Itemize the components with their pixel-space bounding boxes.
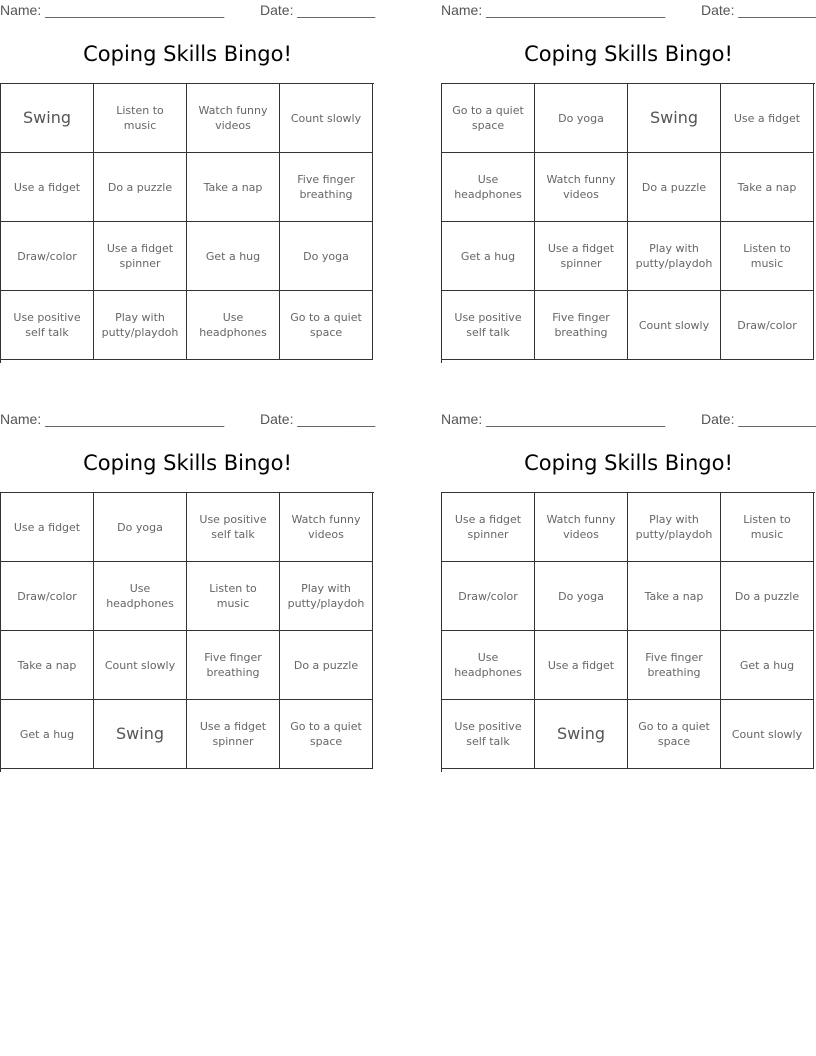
bingo-card-1 <box>0 0 375 372</box>
card-title: Coping Skills Bingo! <box>83 451 292 475</box>
name-field[interactable]: Name: _______________________ <box>441 2 666 18</box>
bingo-cell: Five finger breathing <box>280 153 373 222</box>
bingo-cell: Swing <box>535 700 628 769</box>
date-field[interactable]: Date: __________ <box>701 2 816 18</box>
bingo-cell: Count slowly <box>628 291 721 360</box>
name-field[interactable]: Name: _______________________ <box>0 2 225 18</box>
bingo-card-2 <box>441 0 816 372</box>
bingo-cell: Use headphones <box>187 291 280 360</box>
bingo-cell: Get a hug <box>187 222 280 291</box>
bingo-cell: Use headphones <box>442 153 535 222</box>
bingo-cell: Take a nap <box>187 153 280 222</box>
bingo-cell: Go to a quiet space <box>442 84 535 153</box>
bingo-cell: Watch funny videos <box>187 84 280 153</box>
bingo-cell: Draw/color <box>721 291 814 360</box>
bingo-cell: Use headphones <box>442 631 535 700</box>
bingo-grid <box>441 83 815 363</box>
bingo-cell: Use headphones <box>94 562 187 631</box>
bingo-cell: Take a nap <box>721 153 814 222</box>
bingo-cell: Use a fidget spinner <box>442 493 535 562</box>
bingo-cell: Use a fidget <box>535 631 628 700</box>
bingo-cell: Watch funny videos <box>280 493 373 562</box>
bingo-cell: Count slowly <box>721 700 814 769</box>
bingo-cell: Go to a quiet space <box>280 700 373 769</box>
bingo-cell: Play with putty/playdoh <box>94 291 187 360</box>
bingo-cell: Draw/color <box>1 562 94 631</box>
name-date-line <box>441 411 816 429</box>
bingo-cell: Draw/color <box>442 562 535 631</box>
bingo-grid <box>0 83 374 363</box>
bingo-cell: Get a hug <box>442 222 535 291</box>
bingo-cell: Swing <box>94 700 187 769</box>
bingo-cell: Count slowly <box>280 84 373 153</box>
bingo-cell: Use a fidget spinner <box>535 222 628 291</box>
bingo-cell: Use a fidget <box>1 493 94 562</box>
bingo-cell: Go to a quiet space <box>628 700 721 769</box>
bingo-cell: Take a nap <box>1 631 94 700</box>
bingo-cell: Do yoga <box>94 493 187 562</box>
bingo-cell: Play with putty/playdoh <box>628 222 721 291</box>
bingo-cell: Do yoga <box>535 562 628 631</box>
card-title: Coping Skills Bingo! <box>524 42 733 66</box>
bingo-card-4 <box>441 409 816 781</box>
bingo-cell: Draw/color <box>1 222 94 291</box>
card-title: Coping Skills Bingo! <box>524 451 733 475</box>
bingo-cell: Do a puzzle <box>721 562 814 631</box>
bingo-cell: Listen to music <box>94 84 187 153</box>
bingo-cell: Take a nap <box>628 562 721 631</box>
bingo-cell: Do yoga <box>280 222 373 291</box>
bingo-grid <box>441 492 815 772</box>
bingo-card-3 <box>0 409 375 781</box>
bingo-cell: Do a puzzle <box>280 631 373 700</box>
date-field[interactable]: Date: __________ <box>260 411 376 427</box>
bingo-cell: Watch funny videos <box>535 153 628 222</box>
bingo-cell: Use a fidget spinner <box>94 222 187 291</box>
bingo-cell: Count slowly <box>94 631 187 700</box>
card-title: Coping Skills Bingo! <box>83 42 292 66</box>
bingo-cell: Swing <box>1 84 94 153</box>
bingo-cell: Five finger breathing <box>628 631 721 700</box>
bingo-cell: Use positive self talk <box>442 700 535 769</box>
bingo-cell: Play with putty/playdoh <box>280 562 373 631</box>
bingo-cell: Use a fidget <box>721 84 814 153</box>
bingo-cell: Do a puzzle <box>94 153 187 222</box>
date-field[interactable]: Date: __________ <box>701 411 816 427</box>
bingo-cell: Listen to music <box>187 562 280 631</box>
bingo-cell: Five finger breathing <box>187 631 280 700</box>
bingo-cell: Play with putty/playdoh <box>628 493 721 562</box>
bingo-cell: Use positive self talk <box>187 493 280 562</box>
name-field[interactable]: Name: _______________________ <box>441 411 666 427</box>
name-date-line <box>441 2 816 20</box>
bingo-cell: Get a hug <box>721 631 814 700</box>
bingo-cell: Get a hug <box>1 700 94 769</box>
bingo-grid <box>0 492 374 772</box>
bingo-cell: Five finger breathing <box>535 291 628 360</box>
bingo-cell: Use a fidget spinner <box>187 700 280 769</box>
bingo-cell: Watch funny videos <box>535 493 628 562</box>
bingo-cell: Listen to music <box>721 222 814 291</box>
bingo-cell: Use positive self talk <box>1 291 94 360</box>
bingo-cell: Swing <box>628 84 721 153</box>
bingo-cell: Use a fidget <box>1 153 94 222</box>
name-field[interactable]: Name: _______________________ <box>0 411 225 427</box>
bingo-cell: Go to a quiet space <box>280 291 373 360</box>
date-field[interactable]: Date: __________ <box>260 2 376 18</box>
bingo-cell: Use positive self talk <box>442 291 535 360</box>
bingo-cell: Do a puzzle <box>628 153 721 222</box>
name-date-line <box>0 2 375 20</box>
name-date-line <box>0 411 375 429</box>
bingo-cell: Listen to music <box>721 493 814 562</box>
bingo-cell: Do yoga <box>535 84 628 153</box>
